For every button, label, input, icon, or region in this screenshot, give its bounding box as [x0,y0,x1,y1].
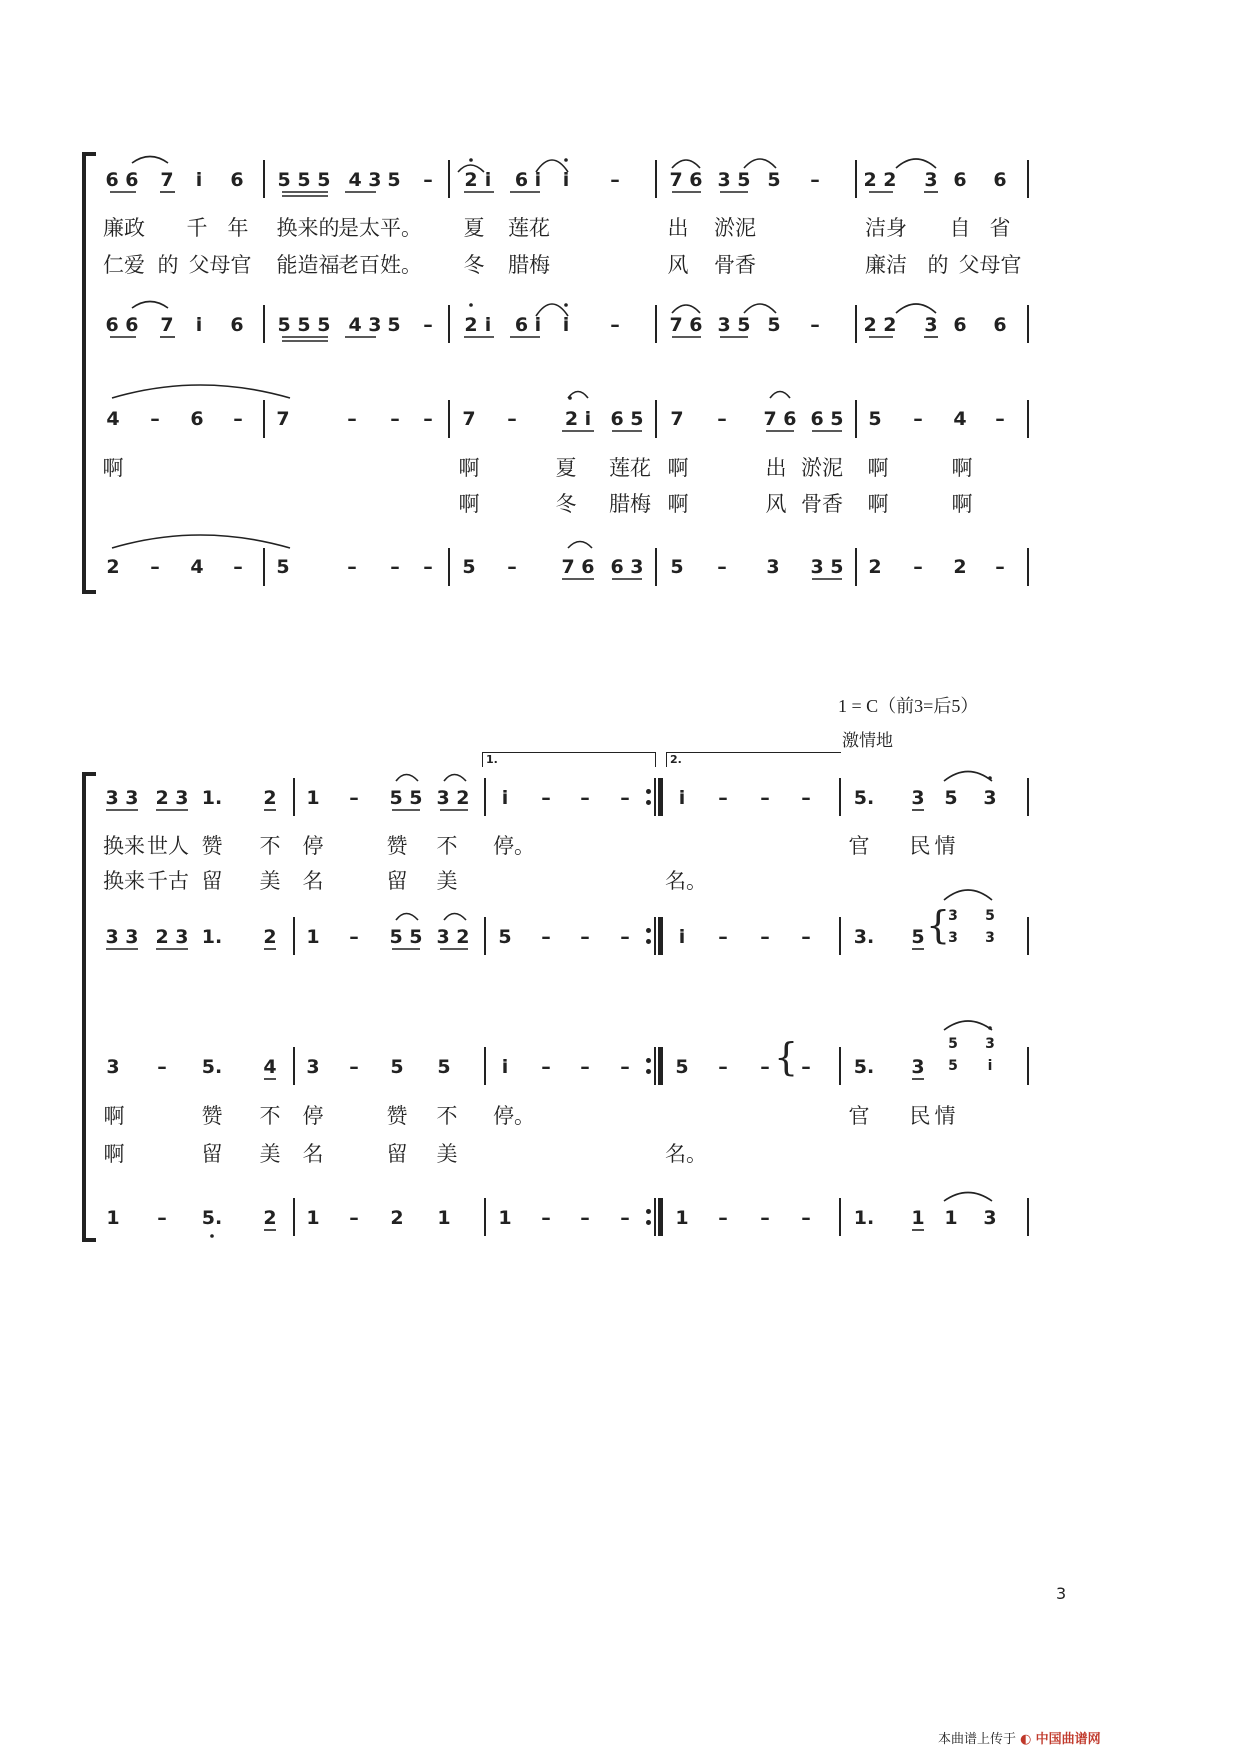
chord-note: 3 [985,930,995,946]
lyric-word: 啊 [103,1104,125,1128]
lyric-word: 腊梅 [609,492,651,516]
lyric-word: 省 [989,216,1011,240]
lyric-word: 冬 [463,253,485,277]
note: – [760,1056,770,1078]
lyric-word: 赞 [201,1104,223,1128]
note: 5 5 5 [277,169,331,191]
lyric-word: 不 [436,1104,458,1128]
s2-staff3 [0,1050,1240,1084]
lyric-word: 父母官 [958,253,1022,277]
note: 6 6 [105,169,139,191]
lyric-word: 的 [927,253,949,277]
note: 3 5 [810,556,844,578]
lyric-word: 民 [909,834,931,858]
lyric-word: 是太平。 [338,216,422,240]
lyric-word: 能造福 [276,253,340,277]
note: – [541,1056,551,1078]
key-note: （前3=后5） [878,696,979,716]
lyric-word: 留 [201,869,223,893]
page-number: 3 [1056,1584,1067,1603]
lyric-word: 赞 [386,1104,408,1128]
lyric-word: 换来 [103,869,145,893]
note: 1 [944,1207,958,1229]
chord-brace: { [774,1035,799,1079]
lyric-word: 美 [436,1142,458,1166]
note: 5. [201,1207,223,1229]
lyric-word: 淤泥 [714,216,756,240]
lyric-word: 留 [201,1142,223,1166]
note: – [610,314,620,336]
note: 7 6 [669,169,703,191]
lyric-word: 停 [302,1104,324,1128]
note: 5. [201,1056,223,1078]
note: – [349,787,359,809]
s2-lyric2 [0,866,1240,900]
tempo-marking: 激情地 [842,731,893,750]
key-signature [838,692,978,718]
note: 2 [868,556,882,578]
chord-note: 3 [985,1036,995,1052]
note: – [580,787,590,809]
note: – [347,408,357,430]
lyric-word: 夏 [463,216,485,240]
chord-note: 5 [985,908,995,924]
note: 1 [106,1207,120,1229]
lyric-word: 啊 [667,492,689,516]
note: – [810,169,820,191]
s1-staff2 [0,308,1240,342]
chord-staff3-b [980,1033,1000,1077]
chord-staff2-b [980,905,1000,949]
lyric-word: 名。 [665,1142,707,1166]
note: 2 [263,787,277,809]
note: i [484,169,492,191]
lyric-word: 美 [259,1142,281,1166]
note: 3 [924,314,938,336]
note: – [760,1207,770,1229]
note: 6 [993,169,1007,191]
lyric-word: 停。 [493,834,535,858]
note: 5 [767,169,781,191]
lyric-word: 名。 [665,869,707,893]
note: 7 [276,408,290,430]
note: 3 3 [105,787,139,809]
lyric-word: 啊 [103,1142,125,1166]
note: – [507,408,517,430]
note: – [423,408,433,430]
chord-note: i [987,1058,993,1074]
lyric-word: 莲花 [508,216,550,240]
lyric-word: 啊 [867,456,889,480]
lyric-word: 冬 [555,492,577,516]
lyric-word: 腊梅 [508,253,550,277]
lyric-word: 廉政 [103,216,145,240]
note: – [390,408,400,430]
lyric-word: 美 [436,869,458,893]
note: 1 [306,787,320,809]
note: – [801,926,811,948]
note: – [995,556,1005,578]
note: 6 i [514,169,542,191]
note: 5 [387,169,401,191]
note: 2 3 [155,926,189,948]
note: 6 [953,314,967,336]
s2-staff2 [0,920,1240,954]
lyric-word: 啊 [667,456,689,480]
lyric-word: 仁爱 [103,253,145,277]
note: 2 i [564,408,592,430]
note: – [157,1056,167,1078]
lyric-word: 停 [302,834,324,858]
footer-text: 本曲谱上传于 [938,1732,1017,1747]
note: 6 [230,314,244,336]
note: 2 [263,926,277,948]
chord-note: 5 [948,1036,958,1052]
lyric-word: 民 [909,1104,931,1128]
lyric-word: 名 [302,869,324,893]
note: 1 [911,1207,925,1229]
note: 5 [767,314,781,336]
note: 2 [106,556,120,578]
s1-staff3 [0,402,1240,436]
note: 7 [462,408,476,430]
lyric-word: 父母官 [188,253,252,277]
lyric-word: 千 [186,216,208,240]
note: – [810,314,820,336]
note: 1 [306,926,320,948]
note: 6 6 [105,314,139,336]
lyric-word: 留 [386,869,408,893]
note: 1 [675,1207,689,1229]
note: i [562,314,570,336]
note: 3 [106,1056,120,1078]
lyric-word: 啊 [458,492,480,516]
note: 3 [983,1207,997,1229]
lyric-word: 世人 [147,834,189,858]
lyric-word: 啊 [458,456,480,480]
note: 5 [387,314,401,336]
note: 6 [190,408,204,430]
note: – [580,1207,590,1229]
lyric-word: 老百姓。 [338,253,422,277]
s1-lyric1 [0,213,1240,247]
note: – [718,787,728,809]
note: 6 5 [810,408,844,430]
lyric-word: 风 [667,253,689,277]
lyric-word: 名 [302,1142,324,1166]
note: 2 2 [863,169,897,191]
note: 7 6 [669,314,703,336]
note: – [620,787,630,809]
footer-brand[interactable]: 中国曲谱网 [1035,1732,1101,1747]
volta-second [666,752,841,767]
note: – [801,1056,811,1078]
lyric-word: 情 [934,1104,956,1128]
lyric-word: 洁身 [865,216,907,240]
note: – [423,556,433,578]
chord-staff3-a [943,1033,963,1077]
note: i [678,926,686,948]
lyric-word: 官 [848,1104,870,1128]
note: 3 [911,1056,925,1078]
note: i [195,169,203,191]
note: 1 [498,1207,512,1229]
s1-staff1 [0,163,1240,197]
note: 3 [911,787,925,809]
note: 6 i [514,314,542,336]
s2-lyric3 [0,1101,1240,1135]
note: 5 [868,408,882,430]
note: – [801,1207,811,1229]
lyric-word: 莲花 [609,456,651,480]
s2-staff1 [0,781,1240,815]
lyric-word: 换来 [103,834,145,858]
note: 3 [306,1056,320,1078]
note: 6 5 [610,408,644,430]
footer-logo-icon: ◐ [1020,1732,1032,1747]
footer [938,1728,1101,1747]
volta-second-label: 2. [670,753,682,766]
note: 5 [944,787,958,809]
lyric-word: 啊 [951,456,973,480]
s2-lyric4 [0,1139,1240,1173]
lyric-word: 淤泥 [801,456,843,480]
note: 5. [853,1056,875,1078]
note: – [580,926,590,948]
s1-lyric4 [0,489,1240,523]
note: 2 3 [155,787,189,809]
note: – [507,556,517,578]
note: 4 3 [348,314,382,336]
note: 4 [106,408,120,430]
note: 6 [230,169,244,191]
note: – [233,408,243,430]
s1-lyric3 [0,453,1240,487]
volta-first-label: 1. [486,753,498,766]
chord-note: 3 [948,930,958,946]
note: 3. [853,926,875,948]
lyric-word: 自 [949,216,971,240]
note: – [610,169,620,191]
lyric-word: 年 [227,216,249,240]
note: 5 [437,1056,451,1078]
note: – [620,1207,630,1229]
note: – [717,408,727,430]
lyric-word: 不 [259,1104,281,1128]
note: – [718,1056,728,1078]
s2-staff4 [0,1201,1240,1235]
note: 7 [160,314,174,336]
note: 5 [276,556,290,578]
lyric-word: 啊 [951,492,973,516]
note: – [760,787,770,809]
lyric-word: 的 [157,253,179,277]
lyric-word: 不 [259,834,281,858]
lyric-word: 骨香 [801,492,843,516]
note: i [562,169,570,191]
note: i [501,787,509,809]
note: – [718,926,728,948]
note: – [913,556,923,578]
note: 2 [953,556,967,578]
lyric-word: 赞 [386,834,408,858]
note: 6 [953,169,967,191]
lyric-word: 留 [386,1142,408,1166]
note: – [347,556,357,578]
note: 5 [675,1056,689,1078]
note: i [195,314,203,336]
note: 4 [190,556,204,578]
lyric-word: 换来的 [276,216,340,240]
lyric-word: 情 [934,834,956,858]
note: 3 [766,556,780,578]
lyric-word: 出 [765,456,787,480]
note: – [718,1207,728,1229]
note: – [541,926,551,948]
note: 5 [670,556,684,578]
note: 1 [306,1207,320,1229]
lyric-word: 赞 [201,834,223,858]
note: i [501,1056,509,1078]
chord-note: 5 [948,1058,958,1074]
note: i [678,787,686,809]
chord-brace: { [926,903,951,947]
note: – [157,1207,167,1229]
note: – [349,926,359,948]
lyric-word: 停。 [493,1104,535,1128]
note: – [150,556,160,578]
lyric-word: 啊 [867,492,889,516]
note: 3 [924,169,938,191]
note: 5 5 5 [277,314,331,336]
note: 7 [160,169,174,191]
note: 5 5 [389,787,423,809]
key-label: 1 = C [838,696,879,716]
note: 6 [993,314,1007,336]
note: 4 3 [348,169,382,191]
note: – [150,408,160,430]
note: – [620,926,630,948]
lyric-word: 官 [848,834,870,858]
note: – [349,1056,359,1078]
note: – [913,408,923,430]
note: 1. [201,787,223,809]
note: 2 [263,1207,277,1229]
note: 2 [390,1207,404,1229]
note: – [541,1207,551,1229]
note: 3 5 [717,169,751,191]
lyric-word: 美 [259,869,281,893]
note: – [423,314,433,336]
lyric-word: 出 [667,216,689,240]
s1-lyric2 [0,250,1240,284]
chord-note: 3 [948,908,958,924]
note: 5 [390,1056,404,1078]
note: – [390,556,400,578]
note: 5 [462,556,476,578]
note: 6 3 [610,556,644,578]
note: 4 [263,1056,277,1078]
note: 2 2 [863,314,897,336]
lyric-word: 千古 [147,869,189,893]
note: i [484,314,492,336]
lyric-word: 夏 [555,456,577,480]
note: 7 6 [561,556,595,578]
note: 5 [498,926,512,948]
note: 5 [911,926,925,948]
note: 7 6 [763,408,797,430]
lyric-word: 啊 [102,456,124,480]
lyric-word: 风 [765,492,787,516]
note: 5 5 [389,926,423,948]
note: 2 [464,314,478,336]
note: – [760,926,770,948]
note: 1. [201,926,223,948]
note: 3 5 [717,314,751,336]
note: 3 2 [436,787,470,809]
note: 3 [983,787,997,809]
note: – [995,408,1005,430]
note: 5. [853,787,875,809]
note: – [580,1056,590,1078]
volta-first [482,752,656,767]
note: 7 [670,408,684,430]
s1-staff4 [0,550,1240,584]
note: – [423,169,433,191]
note: 1 [437,1207,451,1229]
lyric-word: 不 [436,834,458,858]
note: – [233,556,243,578]
note: – [801,787,811,809]
note: 4 [953,408,967,430]
note: – [620,1056,630,1078]
note: 3 2 [436,926,470,948]
note: 2 [464,169,478,191]
note: 1. [853,1207,875,1229]
note: 3 3 [105,926,139,948]
note: – [541,787,551,809]
note: – [717,556,727,578]
lyric-word: 骨香 [714,253,756,277]
lyric-word: 廉洁 [865,253,907,277]
note: – [349,1207,359,1229]
s2-lyric1 [0,831,1240,865]
